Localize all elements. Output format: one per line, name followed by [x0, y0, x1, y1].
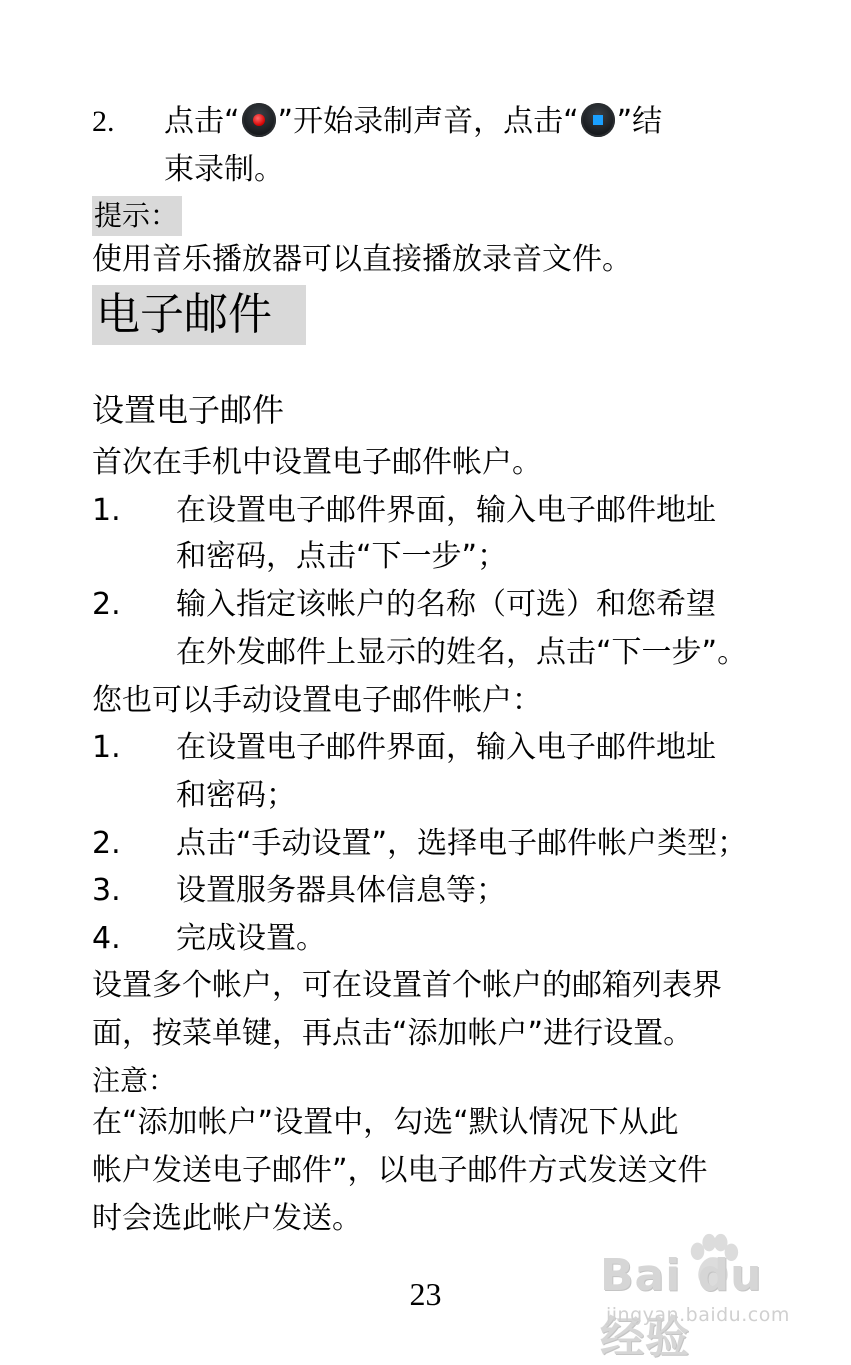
step-number: 2.: [92, 826, 121, 861]
baidu-watermark: [600, 1232, 810, 1363]
step-text: 在设置电子邮件界面，输入电子邮件地址: [176, 493, 716, 528]
note-text-line2: 帐户发送电子邮件”，以电子邮件方式发送文件: [92, 1153, 708, 1188]
step-text: 在外发邮件上显示的姓名，点击“下一步”。: [176, 635, 748, 670]
tip-label: 提示：: [92, 196, 182, 236]
step-text: 输入指定该帐户的名称（可选）和您希望: [176, 587, 716, 622]
note-label: 注意：: [92, 1064, 177, 1097]
record-button-icon: [242, 103, 276, 137]
watermark-logo-text: Bai du 经验: [600, 1250, 763, 1363]
section-title: 电子邮件: [92, 285, 306, 345]
step-text: 完成设置。: [176, 921, 326, 956]
note-text-line3: 时会选此帐户发送。: [92, 1201, 362, 1236]
note-text-line1: 在“添加帐户”设置中，勾选“默认情况下从此: [92, 1105, 679, 1140]
step-number: 2.: [92, 105, 115, 138]
page-number: 23: [409, 1276, 442, 1312]
manual-intro-text: 您也可以手动设置电子邮件帐户：: [92, 683, 542, 718]
step-text: 点击“手动设置”，选择电子邮件帐户类型；: [176, 826, 748, 861]
step-number: 4.: [92, 921, 121, 956]
step-text-line1: 点击“ ”开始录制声音，点击“ ”结: [164, 104, 663, 139]
multi-account-text-line1: 设置多个帐户，可在设置首个帐户的邮箱列表界: [92, 968, 722, 1003]
step-number: 1.: [92, 493, 121, 528]
step-text: 在设置电子邮件界面，输入电子邮件地址: [176, 730, 716, 765]
step-number: 3.: [92, 873, 121, 908]
step-text: 设置服务器具体信息等；: [176, 873, 506, 908]
subsection-title: 设置电子邮件: [92, 391, 285, 429]
step-text: 和密码；: [176, 778, 296, 813]
step-text: 和密码，点击“下一步”；: [176, 539, 508, 574]
watermark-url: jingyan.baidu.com: [606, 1304, 790, 1326]
step-number: 2.: [92, 587, 121, 622]
step-text-line2: 束录制。: [164, 152, 284, 187]
multi-account-text-line2: 面，按菜单键，再点击“添加帐户”进行设置。: [92, 1016, 694, 1051]
intro-text: 首次在手机中设置电子邮件帐户。: [92, 445, 542, 480]
step-number: 1.: [92, 730, 121, 765]
tip-text: 使用音乐播放器可以直接播放录音文件。: [92, 242, 632, 277]
stop-button-icon: [581, 103, 615, 137]
